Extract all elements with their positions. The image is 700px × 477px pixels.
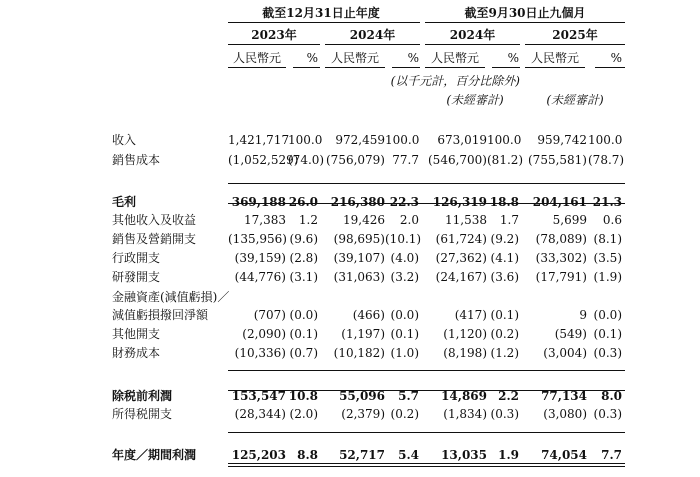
amount-cell: (33,302) <box>535 251 587 265</box>
amount-cell: 9 <box>579 308 587 322</box>
amount-cell: 216,380 <box>330 195 385 209</box>
amount-cell: (8,198) <box>443 346 487 360</box>
units-note: (以千元計，百分比除外) <box>390 74 520 88</box>
column-header-currency: 人民幣元 <box>530 51 579 65</box>
percent-cell: (9.6) <box>289 232 318 246</box>
row-label: 銷售成本 <box>112 153 161 167</box>
total-double-rule <box>228 463 625 467</box>
period-divider-nine-months <box>425 22 625 23</box>
percent-cell: 100.0 <box>588 133 623 147</box>
column-header-currency: 人民幣元 <box>430 51 479 65</box>
percent-cell: (0.0) <box>593 308 622 322</box>
period-header-year-end: 截至12月31日止年度 <box>262 6 380 20</box>
row-label: 財務成本 <box>112 346 161 360</box>
percent-cell: (0.1) <box>289 327 318 341</box>
year-header-2024-nine-months: 2024年 <box>449 28 496 42</box>
amount-cell: (466) <box>352 308 385 322</box>
amount-cell: (31,063) <box>333 270 385 284</box>
amount-cell: (17,791) <box>535 270 587 284</box>
amount-cell: (2,379) <box>341 407 385 421</box>
year-divider <box>525 44 625 45</box>
row-label: 除税前利潤 <box>112 389 173 403</box>
amount-cell: (2,090) <box>242 327 286 341</box>
column-header-currency: 人民幣元 <box>330 51 379 65</box>
row-label: 減值虧損撥回淨額 <box>112 308 209 322</box>
amount-cell: 11,538 <box>445 213 487 227</box>
percent-cell: (4.0) <box>390 251 419 265</box>
period-header-nine-months: 截至9月30日止九個月 <box>464 6 586 20</box>
percent-cell: 77.7 <box>392 153 419 167</box>
amount-cell: (549) <box>554 327 587 341</box>
amount-cell: (3,080) <box>543 407 587 421</box>
percent-cell: (81.2) <box>487 153 524 167</box>
column-header-percent: % <box>407 51 419 65</box>
period-divider-year-end <box>228 22 420 23</box>
amount-cell: (1,197) <box>341 327 385 341</box>
percent-cell: (0.1) <box>593 327 622 341</box>
percent-cell: (2.0) <box>289 407 318 421</box>
subtotal-rule <box>228 183 625 184</box>
row-label: 收入 <box>112 133 137 147</box>
subtotal-rule <box>228 370 625 371</box>
amount-cell: (39,107) <box>333 251 385 265</box>
percent-cell: (9.2) <box>490 232 519 246</box>
row-label: 行政開支 <box>112 251 161 265</box>
amount-cell: (98,695) <box>333 232 385 246</box>
unaudited-note: (未經審計) <box>446 93 504 107</box>
percent-cell: 1.7 <box>499 213 519 227</box>
amount-cell: 972,459 <box>335 133 385 147</box>
amount-cell: (1,834) <box>443 407 487 421</box>
percent-cell: (2.8) <box>289 251 318 265</box>
amount-cell: (39,159) <box>234 251 286 265</box>
column-divider <box>325 67 385 68</box>
subtotal-rule <box>228 390 625 391</box>
percent-cell: 0.6 <box>602 213 622 227</box>
amount-cell: 77,134 <box>541 389 587 403</box>
percent-cell: 5.7 <box>398 389 419 403</box>
amount-cell: 126,319 <box>432 195 487 209</box>
row-label: 所得税開支 <box>112 407 173 421</box>
amount-cell: (546,700) <box>428 153 487 167</box>
percent-cell: (4.1) <box>490 251 519 265</box>
percent-cell: 22.3 <box>389 195 419 209</box>
percent-cell: 100.0 <box>487 133 522 147</box>
amount-cell: (1,052,529) <box>228 153 299 167</box>
amount-cell: 55,096 <box>339 389 385 403</box>
percent-cell: 18.8 <box>489 195 519 209</box>
year-divider <box>228 44 320 45</box>
amount-cell: 52,717 <box>339 448 385 462</box>
percent-cell: (3.1) <box>289 270 318 284</box>
column-divider <box>293 67 320 68</box>
amount-cell: (24,167) <box>435 270 487 284</box>
amount-cell: (755,581) <box>528 153 587 167</box>
amount-cell: (44,776) <box>234 270 286 284</box>
amount-cell: 17,383 <box>244 213 286 227</box>
percent-cell: (0.2) <box>390 407 419 421</box>
amount-cell: (1,120) <box>443 327 487 341</box>
percent-cell: 8.8 <box>297 448 318 462</box>
amount-cell: 13,035 <box>441 448 487 462</box>
amount-cell: (27,362) <box>435 251 487 265</box>
percent-cell: (0.3) <box>490 407 519 421</box>
row-label: 毛利 <box>112 195 137 209</box>
column-header-currency: 人民幣元 <box>232 51 281 65</box>
year-header-2025-nine-months: 2025年 <box>552 28 598 42</box>
amount-cell: (3,004) <box>543 346 587 360</box>
percent-cell: (0.0) <box>390 308 419 322</box>
percent-cell: (0.1) <box>390 327 419 341</box>
row-label: 其他收入及收益 <box>112 213 197 227</box>
year-header-2023: 2023年 <box>251 28 297 42</box>
column-header-percent: % <box>507 51 519 65</box>
amount-cell: (10,182) <box>333 346 385 360</box>
column-divider <box>492 67 520 68</box>
row-label: 其他開支 <box>112 327 161 341</box>
amount-cell: 5,699 <box>552 213 587 227</box>
amount-cell: (417) <box>454 308 487 322</box>
percent-cell: (3.5) <box>593 251 622 265</box>
year-divider <box>325 44 420 45</box>
percent-cell: 21.3 <box>592 195 622 209</box>
amount-cell: 74,054 <box>541 448 587 462</box>
percent-cell: (1.0) <box>390 346 419 360</box>
amount-cell: 369,188 <box>231 195 286 209</box>
column-header-percent: % <box>610 51 622 65</box>
percent-cell: (1.9) <box>593 270 622 284</box>
amount-cell: 153,547 <box>231 389 286 403</box>
percent-cell: (0.2) <box>490 327 519 341</box>
percent-cell: (74.0) <box>288 153 325 167</box>
percent-cell: (8.1) <box>593 232 622 246</box>
amount-cell: (61,724) <box>435 232 487 246</box>
column-divider <box>595 67 625 68</box>
percent-cell: (3.2) <box>390 270 419 284</box>
percent-cell: 7.7 <box>601 448 622 462</box>
column-divider <box>425 67 485 68</box>
percent-cell: (0.1) <box>490 308 519 322</box>
percent-cell: (0.3) <box>593 346 622 360</box>
percent-cell: 100.0 <box>288 133 323 147</box>
amount-cell: (78,089) <box>535 232 587 246</box>
amount-cell: (707) <box>253 308 286 322</box>
row-label: 年度／期間利潤 <box>112 448 197 462</box>
percent-cell: 2.2 <box>498 389 519 403</box>
amount-cell: (28,344) <box>234 407 286 421</box>
percent-cell: 5.4 <box>398 448 419 462</box>
percent-cell: 26.0 <box>288 195 318 209</box>
row-label: 金融資產(減值虧損)／ <box>112 290 230 304</box>
amount-cell: 204,161 <box>532 195 587 209</box>
percent-cell: (0.7) <box>289 346 318 360</box>
percent-cell: 1.9 <box>498 448 519 462</box>
percent-cell: (3.6) <box>490 270 519 284</box>
percent-cell: (10.1) <box>385 232 422 246</box>
amount-cell: 959,742 <box>537 133 587 147</box>
amount-cell: 673,019 <box>437 133 487 147</box>
amount-cell: (756,079) <box>326 153 385 167</box>
percent-cell: 2.0 <box>399 213 419 227</box>
column-divider <box>525 67 585 68</box>
percent-cell: 100.0 <box>385 133 420 147</box>
amount-cell: 125,203 <box>231 448 286 462</box>
amount-cell: 1,421,717 <box>228 133 290 147</box>
year-divider <box>425 44 520 45</box>
year-header-2024: 2024年 <box>349 28 396 42</box>
row-label: 研發開支 <box>112 270 161 284</box>
unaudited-note: (未經審計) <box>546 93 604 107</box>
column-header-percent: % <box>306 51 318 65</box>
percent-cell: (1.2) <box>490 346 519 360</box>
column-divider <box>228 67 286 68</box>
percent-cell: 1.2 <box>298 213 318 227</box>
column-divider <box>392 67 420 68</box>
percent-cell: (78.7) <box>588 153 625 167</box>
percent-cell: (0.0) <box>289 308 318 322</box>
amount-cell: 14,869 <box>441 389 487 403</box>
subtotal-rule <box>228 432 625 433</box>
row-label: 銷售及營銷開支 <box>112 232 197 246</box>
percent-cell: 10.8 <box>288 389 318 403</box>
percent-cell: 8.0 <box>601 389 622 403</box>
amount-cell: (10,336) <box>234 346 286 360</box>
subtotal-rule <box>228 203 625 204</box>
amount-cell: 19,426 <box>343 213 385 227</box>
percent-cell: (0.3) <box>593 407 622 421</box>
amount-cell: (135,956) <box>228 232 287 246</box>
